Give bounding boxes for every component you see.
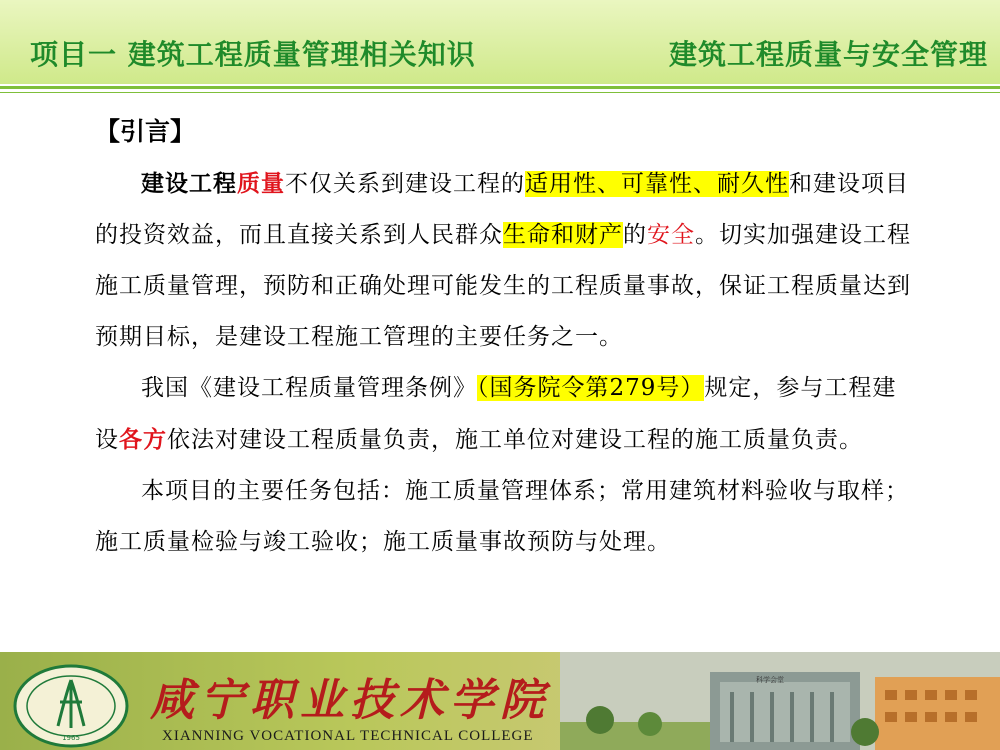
emphasis-quality: 质量	[237, 170, 285, 197]
slide-body	[95, 112, 915, 568]
logo-year: 1965	[62, 734, 80, 742]
building-sign: 科学会堂	[756, 676, 784, 684]
college-name-cn: 咸宁职业技术学院	[150, 675, 550, 726]
college-logo	[12, 664, 130, 748]
text-segment: 。切实加强建设工程施工质量管理，预防和正确处理可能发生的工程质量事故，保证工程质量达到预期目标，是建设工程施工管理的主要任务之一。	[95, 222, 911, 350]
header-divider-thin	[0, 92, 1000, 93]
highlight-life-property: 生命和财产	[503, 222, 623, 248]
paragraph-regulation	[95, 363, 915, 466]
paragraph-tasks: 本项目的主要任务包括：施工质量管理体系；常用建筑材料验收与取样；施工质量检验与竣工验收；施工质量事故预防与处理。	[95, 478, 909, 555]
highlight-decree: （国务院令第279号）	[477, 375, 705, 401]
text-segment: 的	[623, 222, 647, 248]
text-segment: 和建设项目的投资效益，而且直接关系到人民群众	[95, 171, 909, 248]
college-name-en: XIANNING VOCATIONAL TECHNICAL COLLEGE	[162, 728, 534, 744]
paragraph-intro	[95, 158, 915, 363]
text-segment: 建设工程	[141, 170, 237, 197]
project-title: 项目一 建筑工程质量管理相关知识	[30, 38, 476, 71]
section-heading: 【引言】	[95, 117, 196, 146]
college-banner	[0, 652, 1000, 750]
header-bar	[0, 0, 1000, 84]
header-divider	[0, 86, 1000, 89]
emphasis-parties: 各方	[119, 426, 167, 453]
highlight-properties: 适用性、可靠性、耐久性	[525, 171, 789, 197]
text-segment: 不仅关系到建设工程的	[285, 171, 525, 197]
emphasis-safety: 安全	[647, 222, 695, 248]
course-title: 建筑工程质量与安全管理	[668, 38, 988, 71]
campus-building-image	[560, 652, 1000, 750]
text-segment: 我国《建设工程质量管理条例》	[141, 375, 477, 401]
text-segment: 依法对建设工程质量负责，施工单位对建设工程的施工质量负责。	[167, 427, 863, 453]
text-segment: 规定，参与工程建设	[95, 375, 897, 453]
